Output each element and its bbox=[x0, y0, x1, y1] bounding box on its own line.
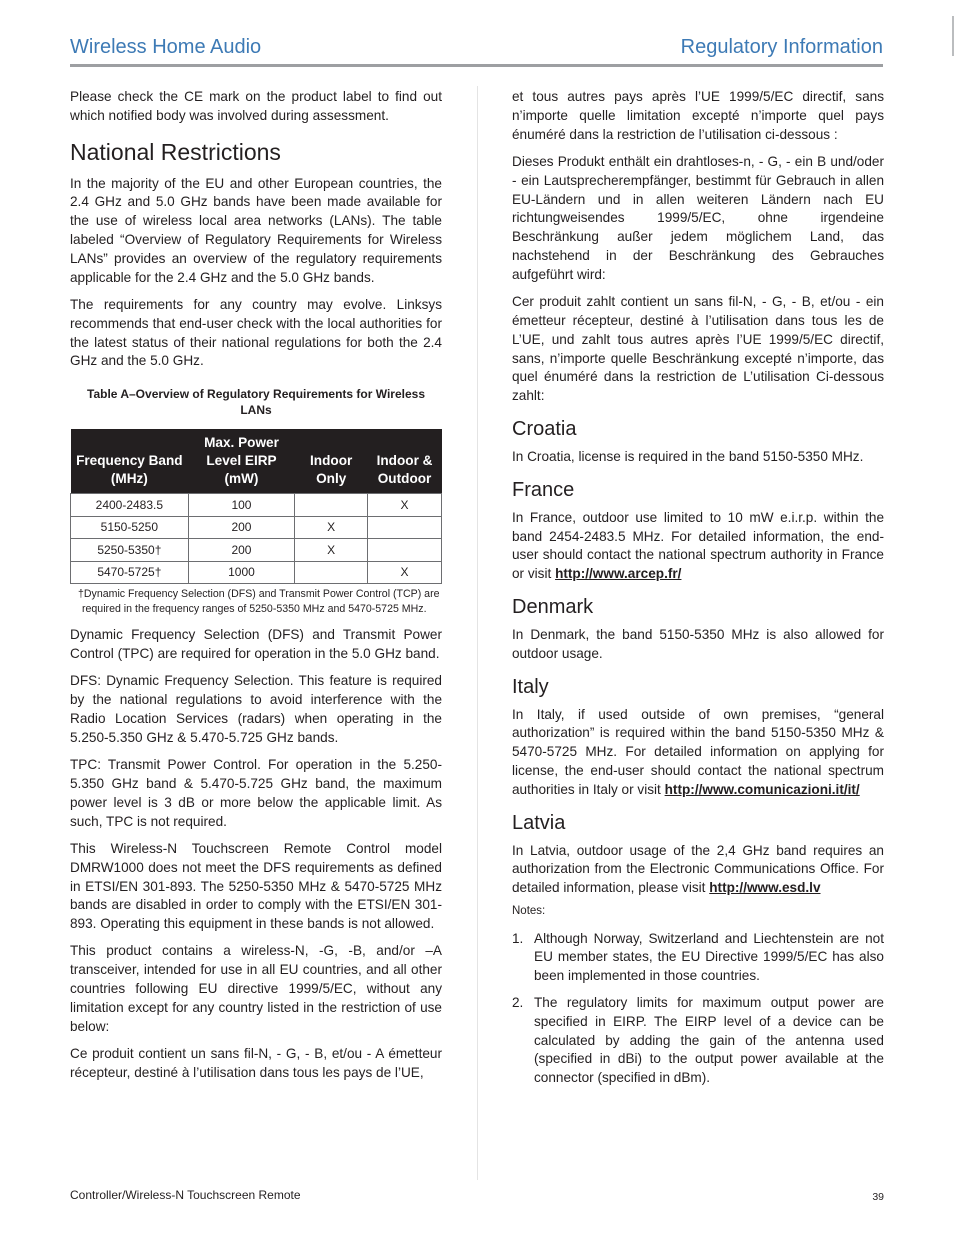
latvia-text: In Latvia, outdoor usage of the 2,4 GHz band requires an authorization from the Electronic Communications Office. For detailed information, please visit bbox=[512, 842, 884, 896]
table-row bbox=[71, 561, 442, 584]
notes-label: Notes: bbox=[512, 904, 546, 917]
paragraph: This Wireless-N Touchscreen Remote Control model DMRW1000 does not meet the DFS requirements as defined in ETSI/EN 301-893. The 5250-5350 MHz & 5470-5725 MHz bands are disabled in order to comply with the ETSI/EN 301-893. Operating this equipment in these bands is not allowed. bbox=[70, 840, 442, 932]
table-cell: 200 bbox=[188, 539, 295, 562]
table-caption: Table A–Overview of Regulatory Requirements for Wireless LANs bbox=[87, 387, 425, 418]
esd-link[interactable]: http://www.esd.lv bbox=[709, 880, 821, 896]
paragraph: This product contains a wireless-N, -G, -B, and/or –A transceiver, intended for use in all EU countries, and all other countries following EU directive 1999/5/EC, without any limitation except for any country listed in the restriction of use below: bbox=[70, 943, 442, 1034]
paragraph: The requirements for any country may evolve. Linksys recommends that end-user check with the local authorities for the latest status of their national regulations for both the 2.4 GHz and the 5.0 GHz. bbox=[70, 296, 442, 369]
paragraph: TPC: Transmit Power Control. For operation in the 5.250-5.350 GHz band & 5.470-5.725 GHz band, the maximum power level is 3 dB or more below the applicable limit. As such, TPC is not required. bbox=[70, 757, 442, 829]
table-cell: 100 bbox=[188, 494, 295, 517]
table-header-cell: Indoor Only bbox=[295, 429, 368, 494]
paragraph: Dynamic Frequency Selection (DFS) and Transmit Power Control (TPC) are required for operation in the 5.0 GHz band. bbox=[70, 627, 442, 661]
paragraph: DFS: Dynamic Frequency Selection. This feature is required by the national regulations to avoid interference with the Radio Location Services (radars) when operating in the 5.250-5.350 GHz & 5.470-5.725 GHz bands. bbox=[70, 673, 442, 745]
header-rule bbox=[70, 64, 883, 67]
header-title: Wireless Home Audio bbox=[70, 36, 262, 58]
intro-paragraph: Please check the CE mark on the product label to find out which notified body was involved during assessment. bbox=[70, 89, 442, 123]
arcep-link[interactable]: http://www.arcep.fr/ bbox=[555, 566, 682, 582]
country-text-italy bbox=[512, 706, 884, 800]
table-header-cell: Indoor & Outdoor bbox=[368, 429, 442, 494]
table-cell: 5250-5350† bbox=[71, 539, 189, 562]
notes-list bbox=[512, 930, 884, 1088]
table-cell: 5470-5725† bbox=[71, 561, 189, 584]
table-cell: X bbox=[295, 516, 368, 539]
country-heading-france: France bbox=[512, 478, 575, 501]
country-heading-latvia: Latvia bbox=[512, 811, 566, 834]
header-section: Regulatory Information bbox=[680, 36, 883, 58]
table-cell: 1000 bbox=[188, 561, 295, 584]
table-footnote: †Dynamic Frequency Selection (DFS) and Transmit Power Control (TCP) are required in the frequency ranges of 5250-5350 MHz and 5470-5725 MHz. bbox=[78, 588, 440, 615]
table-cell: 5150-5250 bbox=[71, 516, 189, 539]
country-heading-italy: Italy bbox=[512, 675, 549, 698]
page-number: 39 bbox=[872, 1191, 884, 1203]
country-text-croatia: In Croatia, license is required in the band 5150-5350 MHz. bbox=[512, 448, 864, 464]
italy-text: In Italy, if used outside of own premises, “general authorization” is required within the band 5150-5350 MHz & 5470-5725 MHz. For detailed information on applying for license, the end-user should contact the national spectrum authorities in Italy or visit bbox=[512, 706, 884, 797]
paragraph: Ce produit contient un sans fil-N, - G, - B, et/ou - A émetteur récepteur, destiné à l’utilisation dans tous les pays de l’UE, bbox=[70, 1046, 442, 1080]
column-divider bbox=[477, 86, 478, 1180]
france-text: In France, outdoor use limited to 10 mW e.i.r.p. within the band 2454-2483.5 MHz. For detailed information, the end-user should contact the national spectrum authority in France or visit bbox=[512, 509, 884, 582]
paragraph: Cer produit zahlt contient un sans fil-N, - G, - B, et/ou - ein émetteur récepteur, destiné à l’utilisation dans tous les de L’UE, und zahlt tous autres après l’UE 1999/5/EC directif, sans, n’importe quelle Beschränkung excepté n’importe, das quel énuméré dans la restriction de L’utilisation Ci-dessous zahlt: bbox=[512, 294, 884, 404]
table-cell bbox=[368, 516, 442, 539]
table-header-cell: Max. Power Level EIRP (mW) bbox=[188, 429, 295, 494]
note-item bbox=[512, 994, 884, 1088]
country-text-latvia bbox=[512, 842, 884, 898]
note-text: Although Norway, Switzerland and Liechtenstein are not EU member states, the EU Directive 1999/5/EC has also been implemented in those countries. bbox=[534, 930, 884, 984]
paragraph: Dieses Produkt enthält ein drahtloses-n, - G, - ein B und/oder - ein Lautsprecherempfänger, bestimmt für Gebrauch in allen EU-Ländern und in allen weiteren Ländern nach EU richtungweisendes 1999/5/EC, ohne irgendeine Beschränkung außer jedem möglichem Land, das nachstehend in der Beschränkung des Gebrauches aufgeführt wird: bbox=[512, 153, 884, 282]
footer-title: Controller/Wireless-N Touchscreen Remote bbox=[70, 1188, 301, 1202]
left-column bbox=[70, 88, 442, 1091]
section-heading: National Restrictions bbox=[70, 138, 281, 165]
country-heading-denmark: Denmark bbox=[512, 595, 594, 618]
country-text-france bbox=[512, 509, 884, 584]
table-header-row bbox=[71, 429, 442, 494]
paragraph: In the majority of the EU and other European countries, the 2.4 GHz and 5.0 GHz bands have been made available for the use of wireless local area networks (LANs). The table labeled “Overview of Regulatory Requirements for Wireless LANs” provides an overview of the regulatory requirements applicable for the 2.4 GHz and the 5.0 GHz bands. bbox=[70, 175, 442, 285]
country-text-denmark: In Denmark, the band 5150-5350 MHz is also allowed for outdoor usage. bbox=[512, 626, 884, 661]
comunicazioni-link[interactable]: http://www.comunicazioni.it/it/ bbox=[664, 781, 860, 797]
table-cell: X bbox=[368, 561, 442, 584]
paragraph: et tous autres pays après l’UE 1999/5/EC directif, sans n’importe quelle limitation excepté n’importe quel pays énuméré dans la restriction de l’utilisation ci-dessous : bbox=[512, 89, 884, 142]
table-cell bbox=[295, 561, 368, 584]
country-heading-croatia: Croatia bbox=[512, 417, 577, 440]
table-row bbox=[71, 494, 442, 517]
table-cell bbox=[295, 494, 368, 517]
table-header-cell: Frequency Band (MHz) bbox=[71, 429, 189, 494]
note-text: The regulatory limits for maximum output power are specified in EIRP. The EIRP level of a device can be calculated by adding the gain of the antenna used (specified in dBi) to the output power available at the connector (specified in dBm). bbox=[534, 995, 884, 1086]
table-cell: X bbox=[368, 494, 442, 517]
right-column bbox=[512, 88, 884, 1096]
table-cell: 200 bbox=[188, 516, 295, 539]
table-cell bbox=[368, 539, 442, 562]
table-cell: X bbox=[295, 539, 368, 562]
note-number: 2. bbox=[512, 995, 524, 1011]
note-number: 1. bbox=[512, 930, 524, 946]
note-item bbox=[512, 930, 884, 986]
regulatory-table bbox=[70, 429, 442, 584]
table-row bbox=[71, 516, 442, 539]
table-cell: 2400-2483.5 bbox=[71, 494, 189, 517]
table-row bbox=[71, 539, 442, 562]
